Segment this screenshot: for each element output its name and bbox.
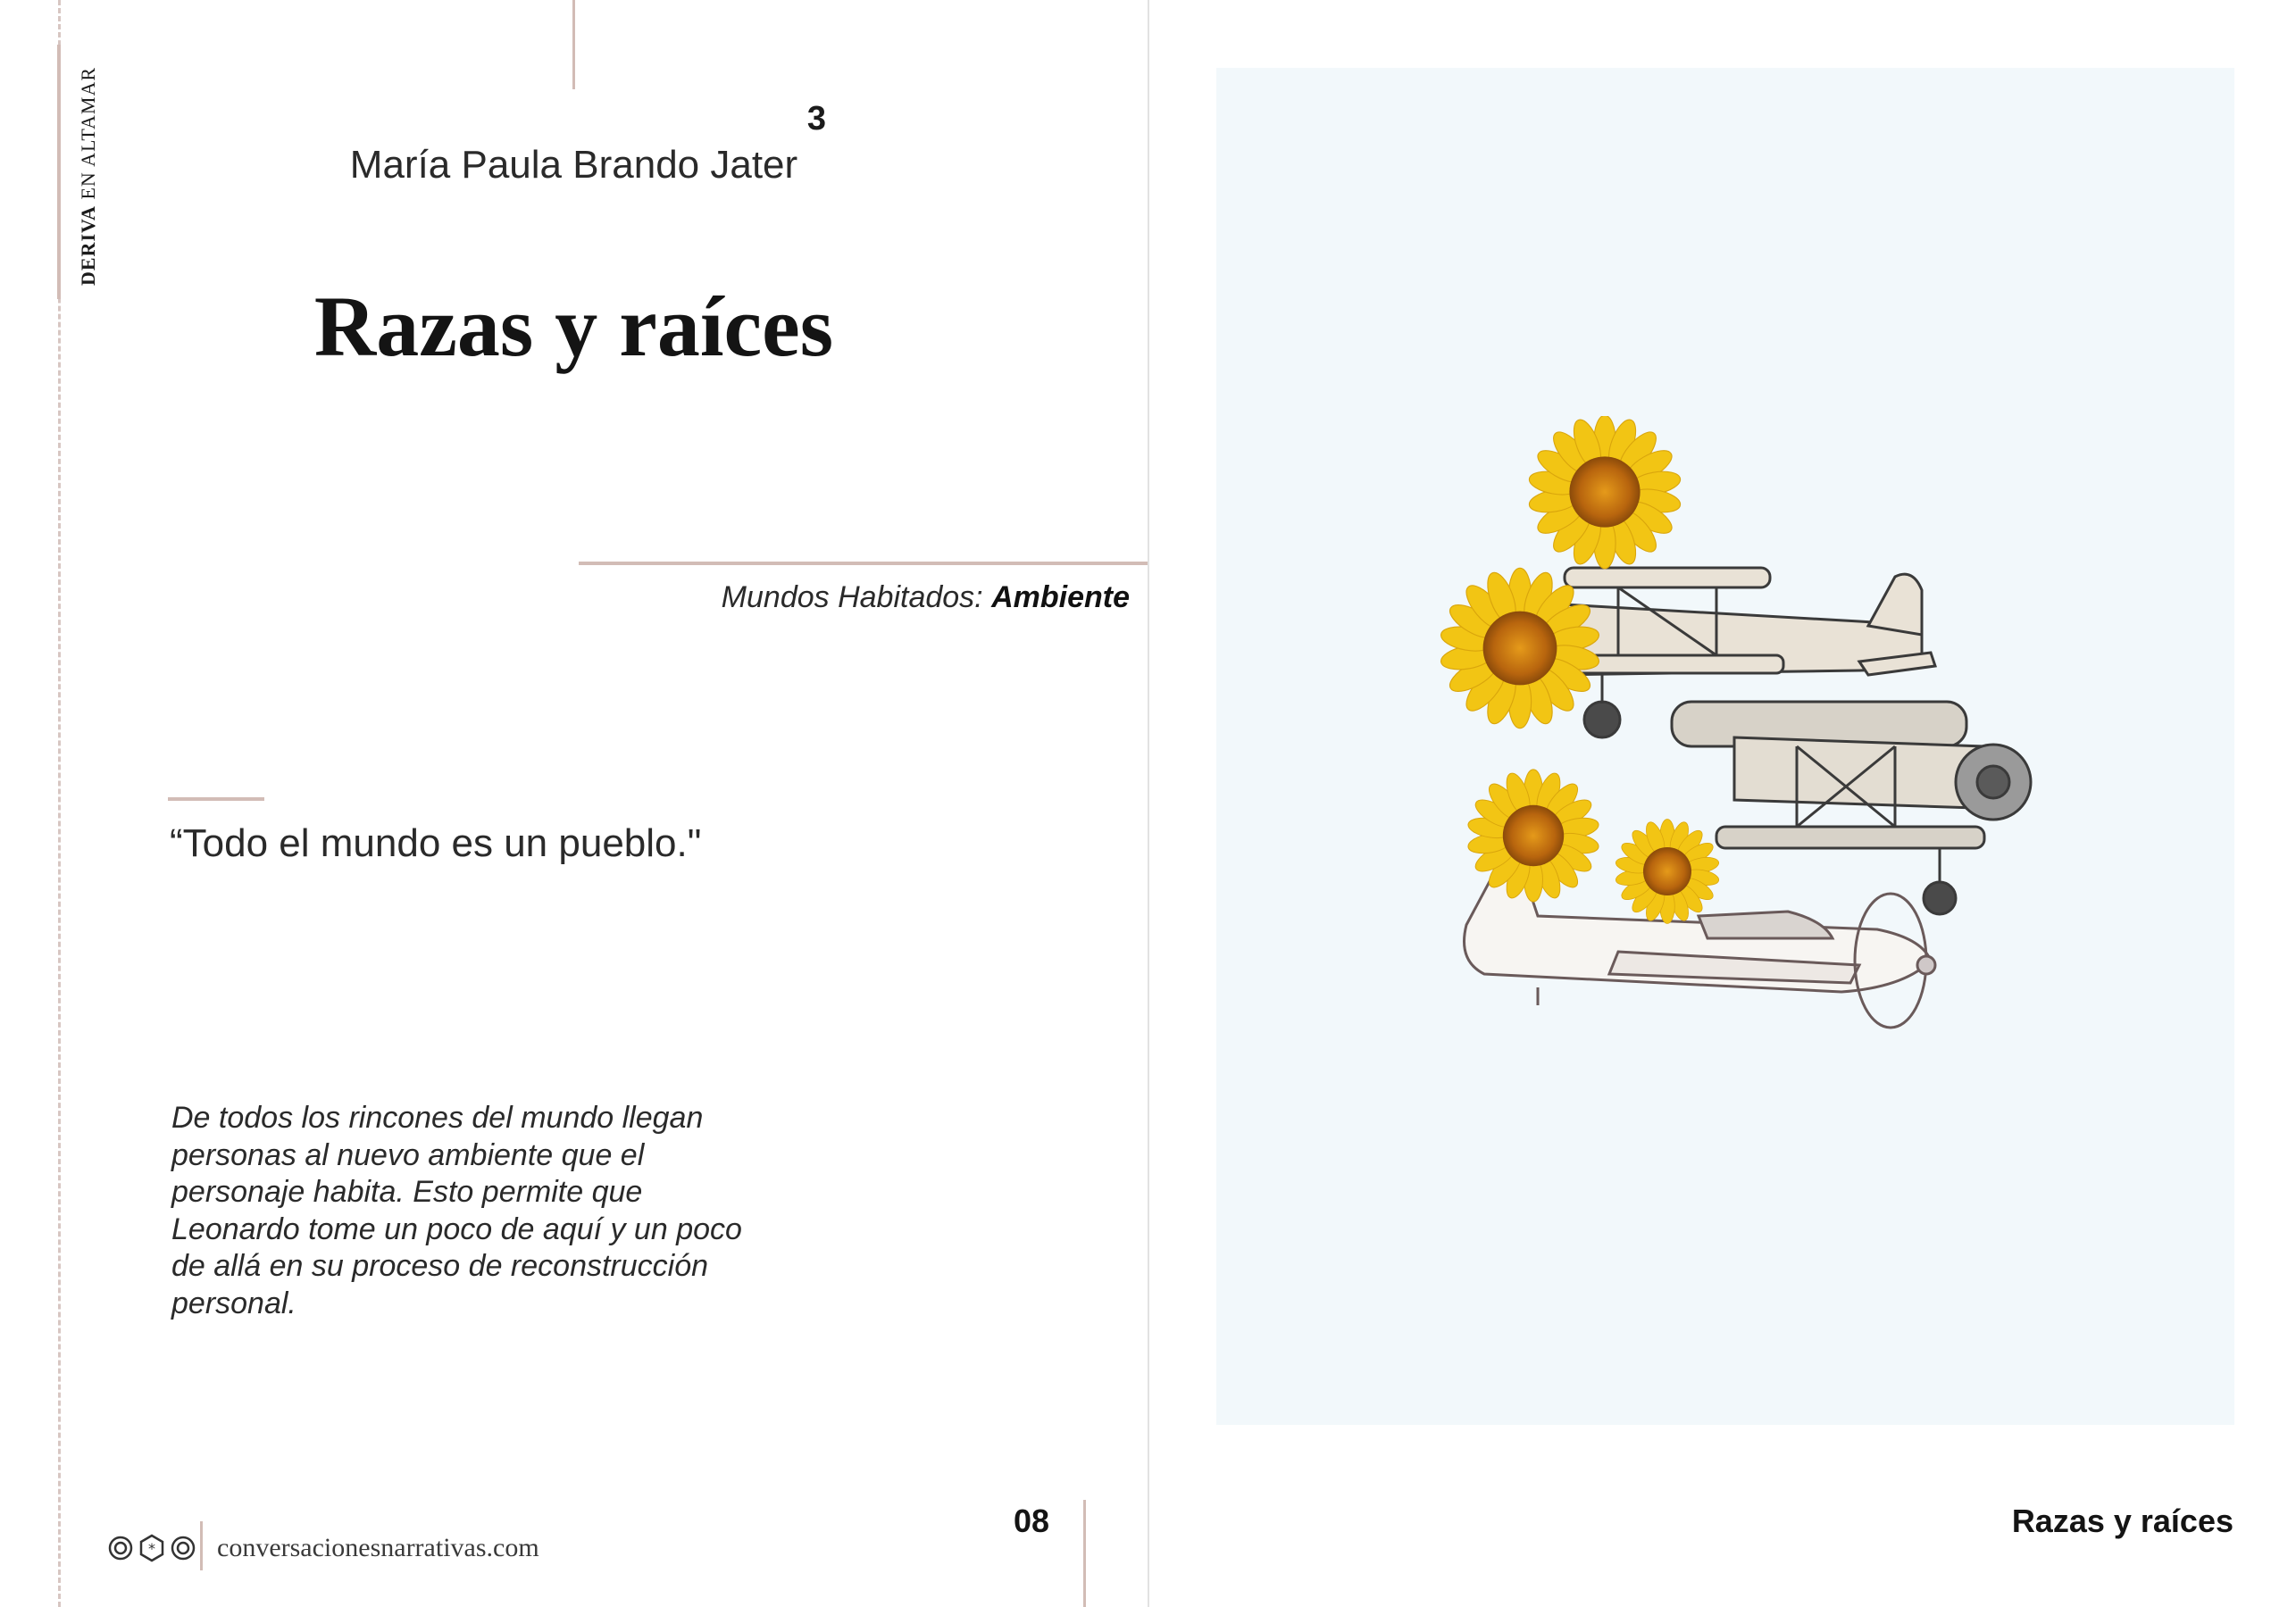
top-divider [572,0,575,89]
article-title: Razas y raíces [313,279,834,374]
side-label-rest: EN ALTAMAR [77,66,99,206]
section-divider [579,562,1148,565]
page-number-divider [1083,1500,1086,1607]
circle-logo-icon [170,1535,196,1561]
footer-separator [200,1521,203,1570]
svg-text:*: * [148,1540,155,1557]
section-value: Ambiente [991,580,1130,614]
chapter-number [0,100,1148,138]
body-line: personas al nuevo ambiente que el [171,1137,645,1172]
body-line: de allá en su proceso de reconstrucción [171,1249,709,1283]
collage-illustration [1395,416,2074,1112]
running-title: Razas y raíces [2011,1503,2233,1539]
biplane-middle [1672,702,2031,914]
author-name: María Paula Brando Jater [349,143,798,187]
illustration-panel [1216,68,2234,1425]
body-paragraph [171,1100,743,1322]
website-link[interactable]: conversacionesnarrativas.com [217,1533,539,1562]
body-line: De todos los rincones del mundo llegan [171,1101,704,1135]
asterisk-logo-icon [138,1534,166,1562]
chapter-number-text: 3 [806,100,827,137]
section-tag [505,580,1130,615]
body-line: personaje habita. Esto permite que [171,1175,643,1209]
circle-logo-icon [107,1535,134,1561]
body-line: personal. [171,1286,296,1320]
section-label: Mundos Habitados: [721,580,992,614]
side-label-bold: DERIVA [77,205,99,286]
pull-quote: “Todo el mundo es un pueblo." [170,821,702,865]
publisher-logo [107,1534,196,1562]
page-number: 08 [1014,1503,1050,1539]
quote-divider [168,797,264,801]
margin-accent-bar [57,45,61,299]
body-line: Leonardo tome un poco de aquí y un poco [171,1211,742,1246]
right-page [1148,0,2296,1607]
